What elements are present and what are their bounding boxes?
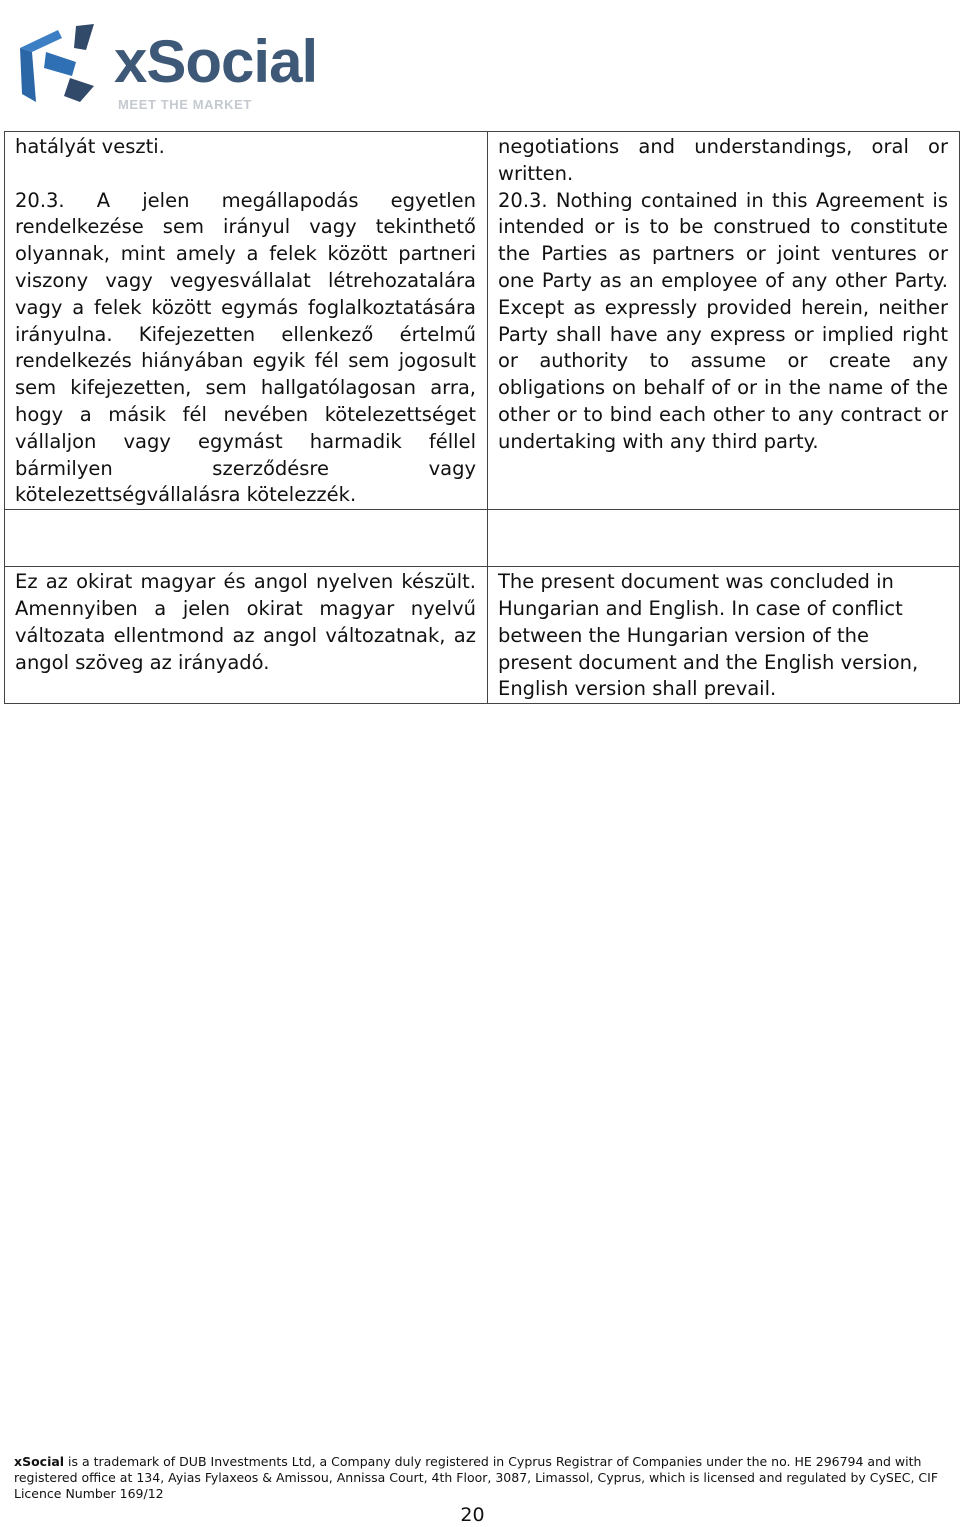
language-clause-hu: Ez az okirat magyar és angol nyelven készült. Amennyiben a jelen okirat magyar nyelvű változata ellentmond az angol változatnak, az angol szöveg az irányadó. xyxy=(15,570,476,674)
clause-20-3-hu: 20.3. A jelen megállapodás egyetlen rendelkezése sem irányul vagy tekinthető olyannak, mint amely a felek között partneri viszony vagy vegyesvállalat létrehozatalára vagy a felek között egymás foglalkoztatására irányulna. Kifejezetten ellenkező értelmű rendelkezés hiányában egyik fél sem jogosult sem kifejezetten, sem hallgatólagosan arra, hogy a másik fél nevében kötelezettséget vállaljon vagy egymást harmadik féllel bármilyen szerződésre vagy kötelezettségvállalásra kötelezzék. xyxy=(15,188,476,507)
xsocial-logo xyxy=(14,18,334,112)
table-row xyxy=(5,510,960,567)
footer-legal-notice xyxy=(14,1454,939,1503)
hungarian-cell xyxy=(5,132,488,510)
english-cell xyxy=(488,567,960,704)
clause-20-3-en: 20.3. Nothing contained in this Agreement is intended or is to be construed to constitute the Parties as partners or joint ventures or one Party as an employee of any other Party. Except as expressly provided herein, neither Party shall have any express or implied right or authority to assume or create any obligations on behalf of or in the name of the other or to bind each other to any contract or undertaking with any third party. xyxy=(498,188,948,453)
footer-brand: xSocial xyxy=(14,1454,65,1469)
english-cell xyxy=(488,132,960,510)
bilingual-terms-table xyxy=(4,131,960,704)
brand-tagline: MEET THE MARKET xyxy=(118,97,252,112)
footer-text: is a trademark of DUB Investments Ltd, a Company duly registered in Cyprus Registrar of Companies under the no. HE 296794 and with registered office at 134, Ayias Fylaxeos & Amissou, Annissa Court, 4th Floor, 3087, Limassol, Cyprus, which is licensed and regulated by CySEC, CIF Licence Number 169/12 xyxy=(14,1454,939,1502)
table-row xyxy=(5,132,960,510)
hungarian-cell xyxy=(5,567,488,704)
paragraph: negotiations and understandings, oral or written. xyxy=(498,135,948,185)
brand-wordmark: xSocial xyxy=(114,28,318,95)
table-row xyxy=(5,567,960,704)
language-clause-en: The present document was concluded in Hungarian and English. In case of conflict between the Hungarian version of the present document and the English version, English version shall prevail. xyxy=(498,570,919,701)
page-number: 20 xyxy=(460,1504,485,1526)
xsocial-mark-icon xyxy=(14,18,114,108)
paragraph: hatályát veszti. xyxy=(15,135,165,158)
